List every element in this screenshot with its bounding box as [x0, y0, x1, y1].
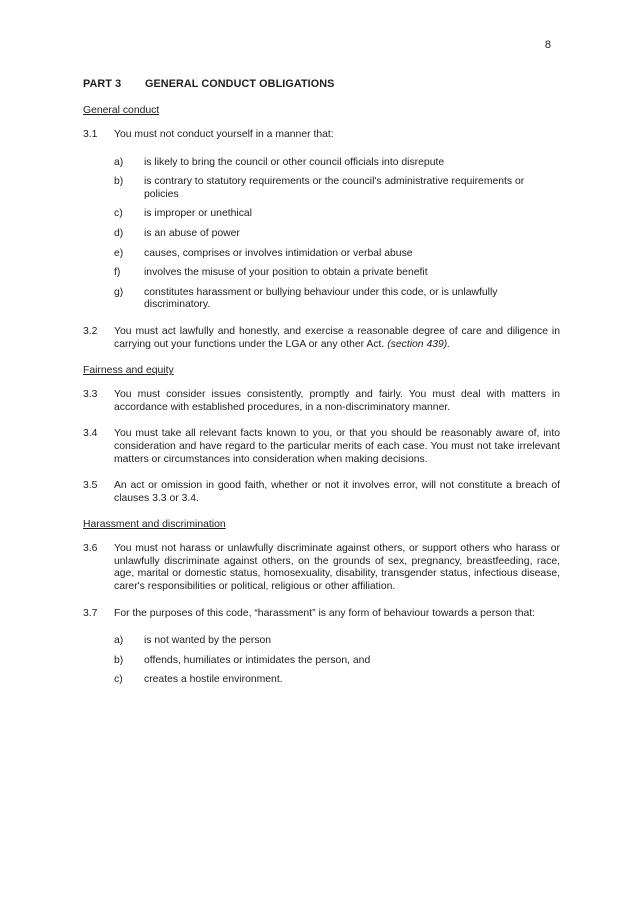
item-letter: e)	[114, 247, 124, 259]
item-letter: d)	[114, 227, 124, 239]
list-item	[114, 248, 560, 261]
clause-text: You must not harass or unlawfully discriminate against others, or support others who harass or unlawfully discriminate against others, on the grounds of sex, pregnancy, breastfeeding, race, age, marital or domestic status, homosexuality, disability, transgender status, infectious disease, carer's responsibilities or political, religious or other affiliation.	[114, 543, 560, 593]
list-item	[114, 635, 560, 648]
clause-number: 3.4	[83, 428, 98, 440]
section-citation: (section 439).	[387, 338, 451, 350]
clause-number: 3.5	[83, 480, 98, 492]
part-title: GENERAL CONDUCT OBLIGATIONS	[145, 78, 335, 90]
clause-text: You must act lawfully and honestly, and exercise a reasonable degree of care and diligence in carrying out your functions under the LGA or any other Act.	[114, 325, 560, 350]
item-letter: f)	[114, 267, 121, 279]
item-letter: g)	[114, 286, 124, 298]
clause-text: For the purposes of this code, “harassment” is any form of behaviour towards a person that:	[114, 607, 536, 619]
list-item	[114, 228, 560, 241]
clause-number: 3.7	[83, 607, 98, 619]
item-text: causes, comprises or involves intimidation or verbal abuse	[144, 247, 413, 259]
item-letter: c)	[114, 208, 123, 220]
clause-3-6	[83, 543, 560, 593]
clause-text-wrapper	[114, 326, 560, 351]
clause-text: An act or omission in good faith, whether or not it involves error, will not constitute a breach of clauses 3.3 or 3.4.	[114, 480, 560, 504]
section-heading-general-conduct: General conduct	[83, 105, 160, 116]
item-letter: c)	[114, 674, 123, 686]
clause-3-3	[83, 389, 560, 414]
item-text: is an abuse of power	[144, 227, 240, 239]
clause-number: 3.6	[83, 543, 98, 555]
list-item	[114, 674, 560, 687]
item-letter: a)	[114, 156, 124, 168]
clause-text: You must not conduct yourself in a manner that:	[114, 129, 334, 140]
item-text: involves the misuse of your position to obtain a private benefit	[144, 267, 428, 279]
clause-3-7	[83, 608, 560, 621]
list-item	[114, 267, 560, 280]
item-letter: b)	[114, 176, 124, 188]
clause-text: You must take all relevant facts known to you, or that you should be reasonably aware of, into consideration and have regard to the particular merits of each case. You must not take irrelevant matters or circumstances into consideration when making decisions.	[114, 428, 560, 465]
list-item	[114, 655, 560, 668]
item-text: offends, humiliates or intimidates the person, and	[144, 654, 371, 666]
clause-3-4	[83, 428, 560, 466]
document-body	[83, 78, 560, 701]
clause-text: You must consider issues consistently, promptly and fairly. You must deal with matters in accordance with established procedures, in a non-discriminatory manner.	[114, 389, 560, 413]
item-letter: a)	[114, 635, 124, 647]
part-number: PART 3	[83, 78, 122, 90]
list-item	[114, 287, 560, 312]
clause-3-2	[83, 326, 560, 351]
clause-3-5	[83, 480, 560, 505]
section-heading-harassment: Harassment and discrimination	[83, 519, 226, 531]
clause-3-7-items	[114, 635, 560, 687]
clause-number: 3.1	[83, 129, 98, 140]
item-text: is likely to bring the council or other council officials into disrepute	[144, 156, 445, 168]
list-item	[114, 208, 560, 221]
item-text: creates a hostile environment.	[144, 674, 283, 686]
item-text: constitutes harassment or bullying behaviour under this code, or is unlawfully discriminatory.	[144, 286, 498, 311]
item-text: is not wanted by the person	[144, 635, 272, 647]
list-item	[114, 176, 560, 201]
list-item	[114, 157, 560, 170]
item-text: is contrary to statutory requirements or the council's administrative requirements or policies	[144, 176, 525, 200]
section-heading-fairness: Fairness and equity	[83, 365, 174, 377]
part-heading	[83, 78, 560, 90]
item-letter: b)	[114, 654, 124, 666]
clause-3-1	[83, 129, 560, 142]
clause-number: 3.3	[83, 389, 98, 401]
item-text: is improper or unethical	[144, 208, 252, 220]
page-number: 8	[544, 39, 551, 51]
clause-number: 3.2	[83, 325, 98, 337]
clause-3-1-items	[114, 157, 560, 312]
